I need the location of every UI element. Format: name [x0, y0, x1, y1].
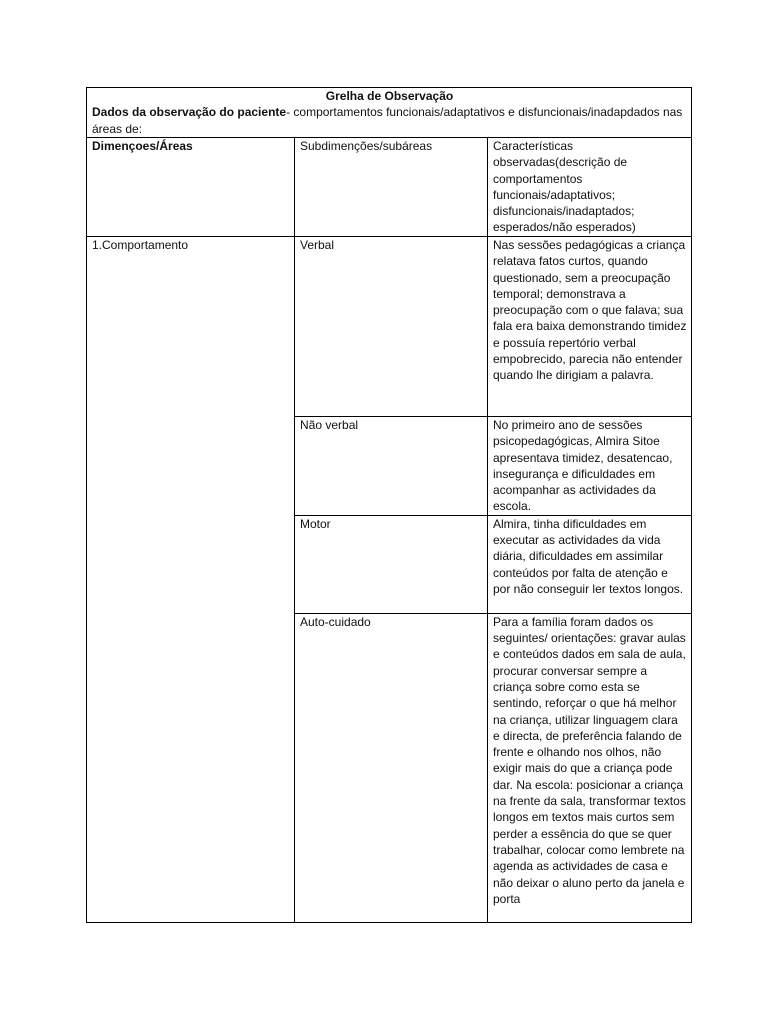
subarea-cell — [295, 237, 488, 417]
description-cell — [488, 417, 692, 516]
subarea-label: Não verbal — [300, 418, 359, 432]
title-row — [87, 88, 692, 138]
subarea-cell — [295, 417, 488, 516]
description-text: No primeiro ano de sessões psicopedagógicas, Almira Sitoe apresentava timidez, desatencao, insegurança e dificuldades em acompanhar as actividades da escola. — [493, 418, 673, 514]
description-cell — [488, 515, 692, 613]
header-subdimensions — [295, 138, 488, 237]
header-dimensions-label: Dimençoes/Áreas — [92, 139, 193, 153]
table-title: Grelha de Observação — [325, 89, 454, 103]
dimension-cell — [87, 237, 295, 923]
title-cell — [87, 88, 692, 138]
description-cell — [488, 613, 692, 922]
dimension-label: 1.Comportamento — [92, 238, 189, 252]
header-row — [87, 138, 692, 237]
header-characteristics-label: Características observadas(descrição de comportamentos funcionais/adaptativos; disfuncionais/inadaptados; esperados/não esperados) — [493, 139, 636, 235]
header-dimensions — [87, 138, 295, 237]
subarea-cell — [295, 613, 488, 922]
description-text: Nas sessões pedagógicas a criança relatava fatos curtos, quando questionado, sem a preocupação temporal; demonstrava a preocupação com o que falava; sua fala era baixa demonstrando timidez e possuía repertório verbal empobrecido, parecia não entender quando lhe dirigiam a palavra. — [493, 238, 687, 383]
observation-grid-table — [86, 87, 692, 923]
subtitle-rest-part: - comportamentos funcionais/adaptativos e disfuncionais/inadapdados nas áreas de: — [92, 105, 683, 136]
subarea-label: Motor — [300, 516, 331, 531]
description-text: Almira, tinha dificuldades em executar as actividades da vida diária, dificuldades em assimilar conteúdos por falta de atenção e por não conseguir ler textos longos. — [493, 516, 684, 596]
table-subtitle — [92, 104, 687, 137]
description-cell — [488, 237, 692, 417]
table-row — [87, 237, 692, 417]
subarea-label: Verbal — [300, 238, 335, 252]
header-subdimensions-label: Subdimenções/subáreas — [300, 139, 433, 153]
subtitle-bold-part: Dados da observação do paciente — [92, 105, 287, 120]
description-text: Para a família foram dados os seguintes/ orientações: gravar aulas e conteúdos dados em sala de aula, procurar conversar sempre a criança sobre como esta se sentindo, reforçar o que há melhor na criança, utilizar linguagem clara e directa, de preferência falando de frente e olhando nos olhos, não exigir mais do que a criança pode dar. Na escola: posicionar a criança na frente da sala, transformar textos longos em textos mais curtos sem perder a essência do que se quer trabalhar, colocar como lembrete na agenda as actividades de casa e não deixar o aluno perto da janela e porta — [493, 614, 686, 906]
header-characteristics — [488, 138, 692, 237]
subarea-label: Auto-cuidado — [300, 614, 371, 629]
subarea-cell — [295, 515, 488, 613]
